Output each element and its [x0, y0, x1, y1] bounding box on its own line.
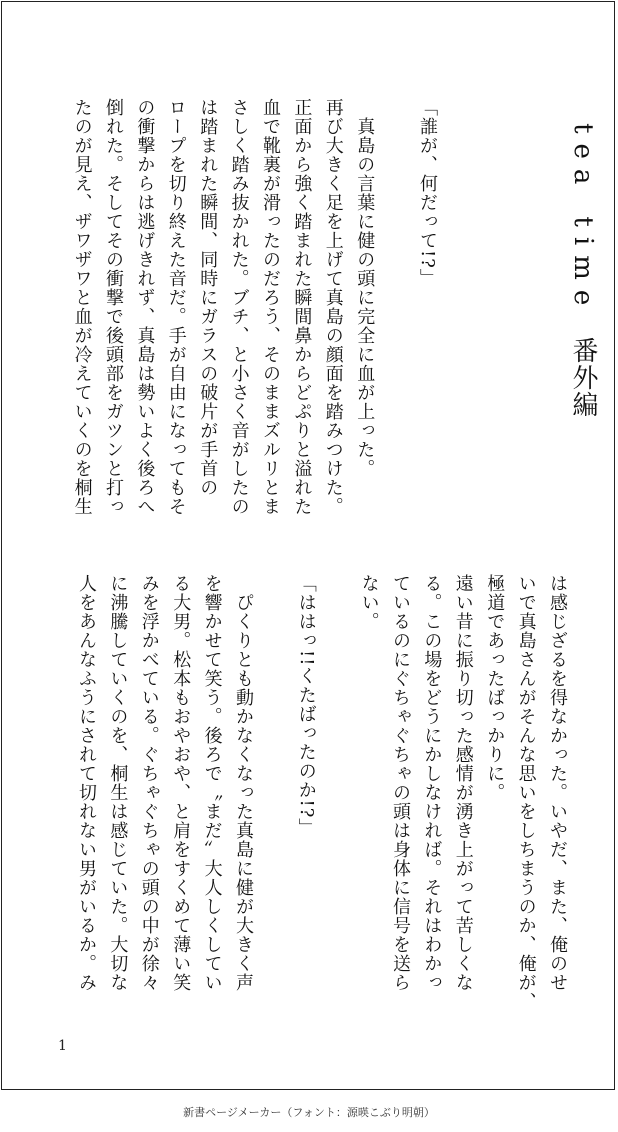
text-line: たのが見え、ザワザワと血が冷えていくのを桐生: [71, 98, 93, 516]
page-number: 1: [58, 1038, 67, 1054]
text-line: は感じざるを得なかった。いやだ、また、俺のせ: [547, 574, 568, 992]
text-line: 血で靴裏が滑ったのだろう、そのままズルリとま: [260, 98, 281, 516]
text-line: の衝撃からは逃げきれず、真島は勢いよく後ろへ: [134, 98, 156, 516]
text-line: 「ははっ!!くたばったのか!?」: [295, 574, 317, 838]
text-line: さしく踏み抜かれた。ブチ、と小さく音がしたの: [228, 98, 250, 516]
text-line: を響かせて笑う。後ろで〝まだ〟大人しくしてい: [201, 574, 223, 992]
text-line: 極道であったばっかりに。: [484, 574, 506, 802]
text-line: 正面から強く踏まれた瞬間鼻からどぷりと溢れた: [291, 98, 313, 516]
text-line: 真島の言葉に健の頭に完全に血が上った。: [354, 98, 376, 478]
document-title: [532, 82, 618, 418]
title-latin-tea: tea: [568, 123, 598, 195]
text-line: 倒れた。そしてその衝撃で後頭部をガツンと打っ: [103, 98, 124, 516]
footer-credit: 新書ページメーカー（フォント：源暎こぶり明朝）: [183, 1106, 435, 1119]
text-line: は踏まれた瞬間、同時にガラスの破片が手首の: [197, 98, 219, 497]
text-line: ロープを切り終えた音だ。手が自由になってもそ: [165, 98, 187, 516]
text-line: ているのにぐちゃぐちゃの頭は身体に信号を送ら: [390, 574, 411, 992]
title-subtitle: 番外編: [568, 337, 598, 419]
text-line: に沸騰していくのを、桐生は感じていた。大切な: [107, 574, 129, 992]
text-line: 遠い昔に振り切った感情が湧き上がって苦しくな: [452, 574, 474, 992]
page-frame: [1, 1, 615, 1090]
text-line: 人をあんなふうにされて切れない男がいるか。み: [76, 574, 97, 992]
text-line: る。この場をどうにかしなければ。それはわかっ: [421, 574, 443, 992]
text-line: 「誰が、何だって!?」: [417, 98, 438, 288]
text-line: る大男。松本もおやおや、と肩をすくめて薄い笑: [170, 574, 192, 992]
text-line: いで真島さんがそんな思いをしちまうのか、俺が、: [515, 574, 537, 1011]
text-line: みを浮かべている。ぐちゃぐちゃの頭の中が徐々: [138, 574, 160, 992]
text-line: ぴくりとも動かなくなった真島に健が大きく声: [233, 574, 254, 992]
text-line: 再び大きく足を上げて真島の顔面を踏みつけた。: [322, 98, 344, 516]
title-latin-time: time: [568, 216, 598, 316]
text-line: ない。: [358, 574, 380, 631]
